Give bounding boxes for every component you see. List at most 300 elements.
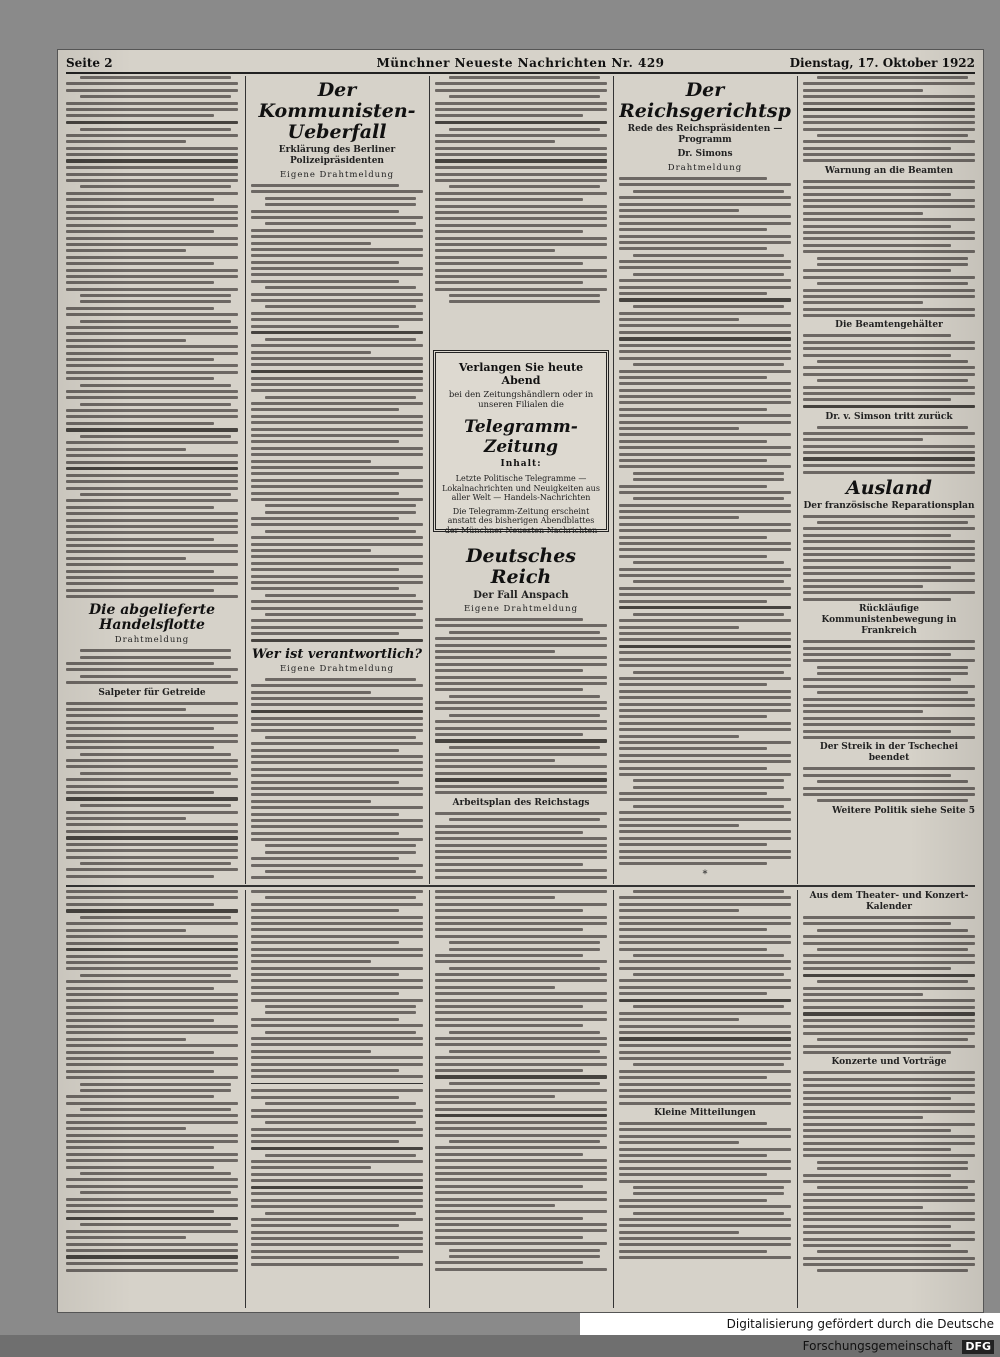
text-line xyxy=(80,974,231,977)
text-line xyxy=(435,1095,555,1098)
text-line xyxy=(435,275,607,278)
article-text xyxy=(66,76,238,598)
text-line xyxy=(817,360,968,363)
text-line xyxy=(803,566,951,569)
text-line xyxy=(251,1096,399,1099)
text-line xyxy=(817,76,968,79)
text-line xyxy=(803,128,975,131)
text-line xyxy=(619,850,791,853)
text-line xyxy=(66,390,238,393)
text-line xyxy=(66,147,238,150)
text-line xyxy=(803,451,975,454)
text-line xyxy=(619,1037,791,1040)
text-line xyxy=(66,1114,238,1117)
text-line xyxy=(251,210,399,213)
text-line xyxy=(251,781,399,784)
text-line xyxy=(66,134,238,137)
text-line xyxy=(803,1225,951,1228)
text-line xyxy=(619,703,791,706)
text-line xyxy=(619,1154,767,1157)
text-line xyxy=(251,1231,423,1234)
text-line xyxy=(817,799,968,802)
text-line xyxy=(435,89,607,92)
text-line xyxy=(66,173,238,176)
text-line xyxy=(803,366,975,369)
article-text xyxy=(619,177,791,865)
text-line xyxy=(633,1192,784,1195)
article-text xyxy=(435,890,607,1271)
text-line xyxy=(66,740,238,743)
text-line xyxy=(435,791,607,794)
text-line xyxy=(435,256,607,259)
text-line xyxy=(435,656,607,659)
article-text xyxy=(66,702,238,881)
text-line xyxy=(619,728,791,731)
text-line xyxy=(66,668,238,671)
text-line xyxy=(803,774,951,777)
text-line xyxy=(435,999,607,1002)
text-line xyxy=(251,581,423,584)
text-line xyxy=(619,177,767,180)
article-text xyxy=(803,767,975,802)
text-line xyxy=(435,1153,583,1156)
text-line xyxy=(66,371,238,374)
text-line xyxy=(80,1083,231,1086)
text-line xyxy=(251,1018,399,1021)
text-line xyxy=(817,780,968,783)
text-line xyxy=(66,269,238,272)
text-line xyxy=(449,1031,600,1034)
article-heading-simson: Dr. v. Simson tritt zurück xyxy=(803,412,975,423)
ad-footnote: Die Telegramm-Zeitung erscheint anstatt des bisherigen Abendblattes der Münchner Neuesten Nachrichten xyxy=(442,507,600,536)
text-line xyxy=(66,1012,238,1015)
text-line xyxy=(435,159,607,162)
article-heading-salpeter: Salpeter für Getreide xyxy=(66,688,238,699)
text-line xyxy=(449,948,600,951)
text-line xyxy=(251,909,399,912)
text-line xyxy=(803,295,975,298)
article-text xyxy=(803,334,975,408)
text-line xyxy=(817,1167,968,1170)
text-line xyxy=(251,325,399,328)
text-line xyxy=(66,843,238,846)
text-line xyxy=(66,332,238,335)
text-line xyxy=(66,980,238,983)
text-line xyxy=(251,967,423,970)
article-text xyxy=(251,184,423,642)
text-line xyxy=(80,493,231,496)
text-line xyxy=(619,1231,739,1234)
article-text xyxy=(66,890,238,1272)
text-line xyxy=(265,222,416,225)
article-heading-mitteilungen: Kleine Mitteilungen xyxy=(619,1108,791,1119)
text-line xyxy=(803,89,923,92)
text-line xyxy=(66,582,238,585)
headline-person: Dr. Simons xyxy=(619,149,791,160)
text-line xyxy=(265,1011,416,1014)
text-line xyxy=(803,432,975,435)
text-line xyxy=(619,1057,791,1060)
article-text xyxy=(803,426,975,474)
text-line xyxy=(66,192,238,195)
article-text xyxy=(66,649,238,684)
text-line xyxy=(435,1210,607,1213)
text-line xyxy=(817,1269,968,1272)
text-line xyxy=(803,250,975,253)
text-line xyxy=(619,979,791,982)
text-line xyxy=(251,261,399,264)
text-line xyxy=(66,538,214,541)
text-line xyxy=(435,676,607,679)
text-line xyxy=(619,440,767,443)
text-line xyxy=(435,765,607,768)
text-line xyxy=(619,903,791,906)
text-line xyxy=(435,682,607,685)
text-line xyxy=(449,76,600,79)
text-line xyxy=(66,519,238,522)
text-line xyxy=(251,549,371,552)
text-line xyxy=(619,824,739,827)
text-line xyxy=(803,922,951,925)
text-line xyxy=(251,710,423,713)
text-line xyxy=(449,294,600,297)
text-line xyxy=(435,1075,607,1078)
text-line xyxy=(633,472,784,475)
text-line xyxy=(251,768,423,771)
text-line xyxy=(435,922,607,925)
text-line xyxy=(803,1244,951,1247)
text-line xyxy=(435,211,607,214)
text-line xyxy=(66,1134,238,1137)
text-line xyxy=(251,774,423,777)
column-rule xyxy=(245,76,246,884)
text-line xyxy=(803,1025,975,1028)
text-line xyxy=(251,402,423,405)
text-line xyxy=(619,1199,767,1202)
text-line xyxy=(803,1206,923,1209)
text-line xyxy=(251,587,399,590)
text-line xyxy=(251,517,399,520)
text-line xyxy=(251,1037,423,1040)
text-line xyxy=(251,460,371,463)
text-line xyxy=(251,1250,423,1253)
article-dateline: Drahtmeldung xyxy=(66,635,238,645)
article-subtitle: Der Fall Anspach xyxy=(435,590,607,601)
text-line xyxy=(66,721,238,724)
text-line xyxy=(265,678,416,681)
text-line xyxy=(251,575,423,578)
text-line xyxy=(66,868,238,871)
text-line xyxy=(66,903,214,906)
text-line xyxy=(619,241,791,244)
text-line xyxy=(251,190,423,193)
text-line xyxy=(251,935,423,938)
text-line xyxy=(80,294,231,297)
text-line xyxy=(633,890,784,893)
text-line xyxy=(66,487,238,490)
text-line xyxy=(251,1160,423,1163)
text-line xyxy=(251,928,423,931)
text-line xyxy=(265,870,416,873)
text-line xyxy=(619,862,767,865)
text-line xyxy=(265,736,416,739)
text-line xyxy=(251,568,399,571)
text-line xyxy=(66,428,238,431)
text-line xyxy=(803,237,975,240)
text-line xyxy=(803,793,975,796)
text-line xyxy=(619,427,739,430)
text-line xyxy=(251,723,423,726)
text-line xyxy=(66,179,238,182)
text-line xyxy=(803,1218,975,1221)
text-line xyxy=(435,812,607,815)
text-line xyxy=(619,260,791,263)
text-line xyxy=(251,1224,399,1227)
text-line xyxy=(251,1179,423,1182)
text-line xyxy=(803,916,975,919)
text-line xyxy=(619,632,791,635)
text-line xyxy=(66,1159,238,1162)
text-line xyxy=(66,929,186,932)
text-line xyxy=(66,313,238,316)
text-line xyxy=(66,1185,238,1188)
text-line xyxy=(619,1205,791,1208)
text-line xyxy=(803,1051,951,1054)
text-line xyxy=(66,999,238,1002)
text-line xyxy=(66,114,214,117)
text-line xyxy=(619,747,767,750)
text-line xyxy=(66,570,214,573)
headline-subtitle: Rede des Reichspräsidenten — Programm xyxy=(619,124,791,146)
text-line xyxy=(619,292,767,295)
text-line xyxy=(803,999,975,1002)
text-line xyxy=(66,708,186,711)
text-line xyxy=(265,305,416,308)
text-line xyxy=(251,1199,423,1202)
text-line xyxy=(619,1018,739,1021)
text-line xyxy=(251,1186,423,1189)
text-line xyxy=(803,108,975,111)
text-line xyxy=(80,384,231,387)
article-heading-gehaelter: Die Beamtengehälter xyxy=(803,320,975,331)
text-line xyxy=(435,986,555,989)
headline-deutsches-reich: Deutsches Reich xyxy=(435,546,607,588)
text-line xyxy=(66,288,238,291)
text-line xyxy=(251,357,423,360)
text-line xyxy=(435,1223,607,1226)
text-line xyxy=(251,999,423,1002)
text-line xyxy=(619,735,739,738)
text-line xyxy=(817,1038,968,1041)
text-line xyxy=(803,1154,975,1157)
text-line xyxy=(619,266,791,269)
text-line xyxy=(66,230,214,233)
text-line xyxy=(803,392,975,395)
text-line xyxy=(251,389,423,392)
text-line xyxy=(619,183,791,186)
newspaper-page xyxy=(58,50,983,1312)
text-line xyxy=(251,1056,423,1059)
text-line xyxy=(251,1243,423,1246)
text-line xyxy=(619,941,791,944)
text-line xyxy=(251,267,423,270)
text-line xyxy=(66,830,238,833)
text-line xyxy=(66,595,238,598)
article-dateline: Eigene Drahtmeldung xyxy=(435,604,607,614)
text-line xyxy=(633,613,784,616)
text-line xyxy=(633,254,784,257)
text-line xyxy=(803,572,975,575)
text-line xyxy=(435,1229,607,1232)
ad-inhalt: Inhalt: xyxy=(442,459,600,470)
text-line xyxy=(66,563,238,566)
text-line xyxy=(619,1237,791,1240)
text-line xyxy=(66,544,238,547)
separator-star: * xyxy=(619,869,791,880)
text-line xyxy=(803,987,975,990)
text-line xyxy=(803,1123,975,1126)
text-line xyxy=(251,440,399,443)
text-line xyxy=(435,243,607,246)
text-line xyxy=(251,370,423,373)
article-heading-konzerte: Konzerte und Vorträge xyxy=(803,1057,975,1068)
article-text xyxy=(803,76,975,162)
text-line xyxy=(435,108,607,111)
text-line xyxy=(251,749,399,752)
article-text xyxy=(435,618,607,794)
text-line xyxy=(435,979,607,982)
text-line xyxy=(817,379,968,382)
text-line xyxy=(80,1108,231,1111)
article-text xyxy=(435,76,607,303)
text-line xyxy=(633,779,784,782)
text-line xyxy=(619,421,791,424)
text-line xyxy=(803,961,975,964)
text-line xyxy=(251,626,423,629)
text-line xyxy=(449,695,600,698)
text-line xyxy=(803,1071,975,1074)
text-line xyxy=(66,256,238,259)
text-line xyxy=(66,326,238,329)
text-line xyxy=(803,153,975,156)
text-line xyxy=(66,140,186,143)
text-line xyxy=(251,1115,423,1118)
text-line xyxy=(803,767,975,770)
article-text xyxy=(803,916,975,1054)
text-line xyxy=(66,1217,238,1220)
text-line xyxy=(619,843,767,846)
text-line xyxy=(803,289,975,292)
text-line xyxy=(817,948,968,951)
text-line xyxy=(251,229,423,232)
text-line xyxy=(66,512,238,515)
text-line xyxy=(66,734,238,737)
text-line xyxy=(435,856,607,859)
text-line xyxy=(435,960,607,963)
text-line xyxy=(435,1069,583,1072)
text-line xyxy=(251,813,399,816)
text-line xyxy=(817,263,968,266)
text-line xyxy=(66,550,238,553)
text-line xyxy=(435,102,607,105)
text-line xyxy=(66,345,238,348)
text-line xyxy=(619,1051,791,1054)
text-line xyxy=(435,1236,583,1239)
text-line xyxy=(435,772,607,775)
text-line xyxy=(803,730,951,733)
text-line xyxy=(265,197,416,200)
text-line xyxy=(619,683,767,686)
text-line xyxy=(251,973,399,976)
text-line xyxy=(251,318,423,321)
text-line xyxy=(435,1127,607,1130)
text-line xyxy=(619,1025,791,1028)
text-line xyxy=(619,350,791,353)
text-line xyxy=(66,890,238,893)
text-line xyxy=(251,485,423,488)
text-line xyxy=(66,942,238,945)
text-line xyxy=(803,1012,975,1015)
text-line xyxy=(435,217,607,220)
text-line xyxy=(619,1141,739,1144)
text-line xyxy=(803,736,975,739)
text-line xyxy=(435,249,555,252)
text-line xyxy=(265,1154,416,1157)
text-line xyxy=(619,542,791,545)
text-line xyxy=(435,1185,583,1188)
text-line xyxy=(66,778,238,781)
text-line xyxy=(251,363,423,366)
text-line xyxy=(251,1043,423,1046)
text-line xyxy=(66,1198,238,1201)
text-line xyxy=(619,491,791,494)
text-line xyxy=(619,960,791,963)
text-line xyxy=(66,396,238,399)
text-line xyxy=(803,1103,975,1106)
text-line xyxy=(619,337,791,340)
text-line xyxy=(435,624,607,627)
text-line xyxy=(619,811,791,814)
text-line xyxy=(449,631,600,634)
text-line xyxy=(265,1121,416,1124)
text-line xyxy=(803,1193,975,1196)
text-line xyxy=(265,286,416,289)
text-line xyxy=(66,1140,238,1143)
text-line xyxy=(66,198,214,201)
text-line xyxy=(435,850,607,853)
text-line xyxy=(265,844,416,847)
text-line xyxy=(619,792,767,795)
text-line xyxy=(619,1173,767,1176)
text-line xyxy=(66,102,238,105)
text-line xyxy=(66,1019,214,1022)
text-line xyxy=(803,659,975,662)
text-line xyxy=(633,1063,784,1066)
text-line xyxy=(435,637,607,640)
text-line xyxy=(435,1011,607,1014)
text-line xyxy=(449,1050,600,1053)
text-line xyxy=(66,909,238,912)
text-line xyxy=(251,1218,423,1221)
text-line xyxy=(251,954,423,957)
text-line xyxy=(251,697,423,700)
text-line xyxy=(619,773,791,776)
text-line xyxy=(66,823,238,826)
text-line xyxy=(803,591,975,594)
text-line xyxy=(449,967,600,970)
text-line xyxy=(619,696,791,699)
text-line xyxy=(619,928,767,931)
